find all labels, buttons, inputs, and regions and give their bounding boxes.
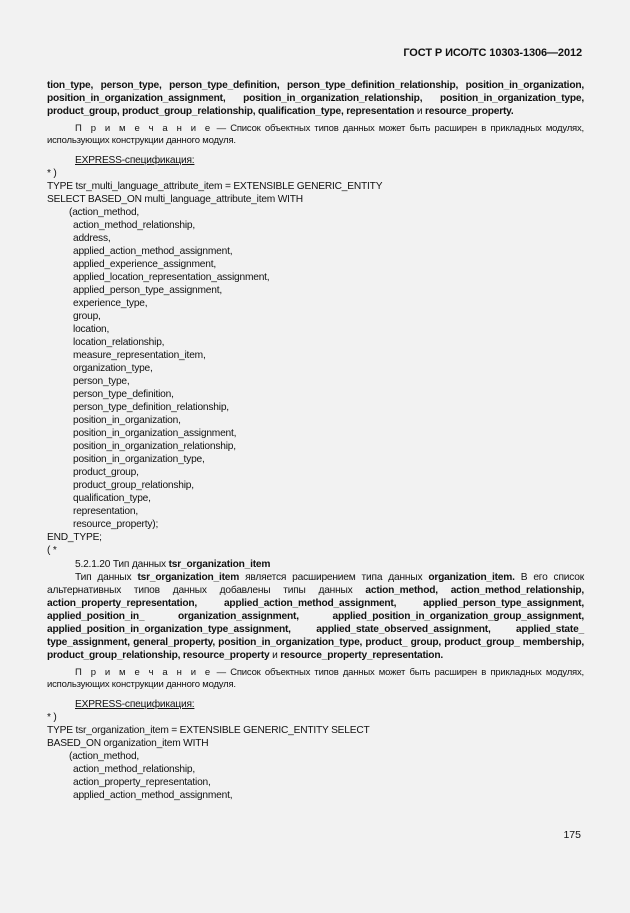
spec-1-open: * ) (47, 167, 57, 179)
spec-1-close: ( * (47, 544, 57, 556)
express-select-item: applied_action_method_assignment, (73, 789, 233, 801)
para-b4: resource_property_representation. (280, 649, 443, 661)
note-2-label: П р и м е ч а н и е (75, 666, 213, 678)
express-select-item: product_group_relationship, (73, 479, 194, 491)
express-select-item: location, (73, 323, 110, 335)
express-select-item: action_method_relationship, (73, 763, 196, 775)
para-t1: Тип данных (75, 571, 138, 583)
express-select-item: representation, (73, 505, 138, 517)
para-t2: является расширением типа данных (239, 571, 429, 583)
express-select-item: action_property_representation, (73, 776, 211, 788)
para-b1: tsr_organization_item (137, 571, 240, 583)
section-type-name: tsr_organization_item (168, 558, 271, 570)
continued-type-list (47, 79, 584, 118)
spec-1-item-list (47, 219, 584, 531)
para-b3: action_method, action_method_relationship, action_property_representation, applied_action_method_assignment, applied_person_type_assignment, applied_position_in_ organization_assignment, applied_position_in_organization_group_assignment, applied_position_in_organization_type_assignment, applied_state_observed_assignment, applied_state_ type_assignment, general_property, position_in_organization_type, product_ group, product_group_ membership, product_group_relationship, resource_property (47, 584, 584, 661)
express-select-item: applied_person_type_assignment, (73, 284, 222, 296)
express-select-item: product_group, (73, 466, 139, 478)
spec-2-type-line: TYPE tsr_organization_item = EXTENSIBLE GENERIC_ENTITY SELECT (47, 724, 370, 736)
express-select-item: action_method_relationship, (73, 219, 196, 231)
spec-1-heading: EXPRESS-спецификация: (75, 154, 195, 166)
express-select-item: applied_location_representation_assignment, (73, 271, 270, 283)
spec-2-based-line: BASED_ON organization_item WITH (47, 737, 209, 749)
type-list-last: resource_property. (425, 106, 514, 117)
express-select-item: resource_property); (73, 518, 159, 530)
express-select-item: address, (73, 232, 111, 244)
express-select-item: person_type, (73, 375, 130, 387)
express-select-item: person_type_definition, (73, 388, 174, 400)
note-2 (47, 667, 584, 692)
type-list-conjunction: и (414, 106, 425, 117)
express-select-item: measure_representation_item, (73, 349, 206, 361)
spec-2-heading: EXPRESS-спецификация: (75, 698, 195, 710)
document-body (47, 79, 584, 802)
spec-2-item-list (47, 763, 584, 802)
spec-1-first-item: (action_method, (69, 206, 140, 218)
standard-header: ГОСТ Р ИСО/ТС 10303-1306—2012 (403, 47, 582, 59)
section-number-title: 5.2.1.20 Тип данных (75, 558, 169, 570)
express-select-item: group, (73, 310, 101, 322)
express-select-item: position_in_organization_relationship, (73, 440, 236, 452)
spec-2-first-item: (action_method, (69, 750, 140, 762)
express-select-item: organization_type, (73, 362, 153, 374)
express-select-item: applied_action_method_assignment, (73, 245, 233, 257)
spec-2-open: * ) (47, 711, 57, 723)
note-1-label: П р и м е ч а н и е (75, 123, 213, 134)
page-number: 175 (563, 829, 581, 841)
express-select-item: position_in_organization, (73, 414, 181, 426)
note-2-text: — Список объектных типов данных может быть расширен в прикладных модулях, использующих конструкции данного модуля. (47, 666, 584, 691)
note-1 (47, 123, 584, 148)
spec-1-select-line: SELECT BASED_ON multi_language_attribute_item WITH (47, 193, 303, 205)
express-select-item: applied_experience_assignment, (73, 258, 216, 270)
spec-1-type-line: TYPE tsr_multi_language_attribute_item = EXTENSIBLE GENERIC_ENTITY (47, 180, 383, 192)
express-select-item: person_type_definition_relationship, (73, 401, 229, 413)
type-list-bold: tion_type, person_type, person_type_definition, person_type_definition_relationship, position_in_organization, position_in_organization_assignment, position_in_organization_relationship, position_in_organization_type, product_group, product_group_relationship, qualification_type, representation (47, 80, 584, 117)
section-heading (47, 558, 584, 571)
spec-1-end: END_TYPE; (47, 531, 102, 543)
para-t4: и (269, 649, 281, 661)
express-select-item: position_in_organization_assignment, (73, 427, 237, 439)
para-b2: organization_item. (428, 571, 515, 583)
express-select-item: location_relationship, (73, 336, 165, 348)
note-1-text: — Список объектных типов данных может быть расширен в прикладных модулях, использующих конструкции данного модуля. (47, 123, 584, 147)
express-select-item: qualification_type, (73, 492, 151, 504)
para-t3: В его список альтернативных типов данных добавлены типы данных (47, 571, 584, 596)
section-paragraph (47, 571, 584, 662)
express-select-item: experience_type, (73, 297, 148, 309)
express-select-item: position_in_organization_type, (73, 453, 205, 465)
